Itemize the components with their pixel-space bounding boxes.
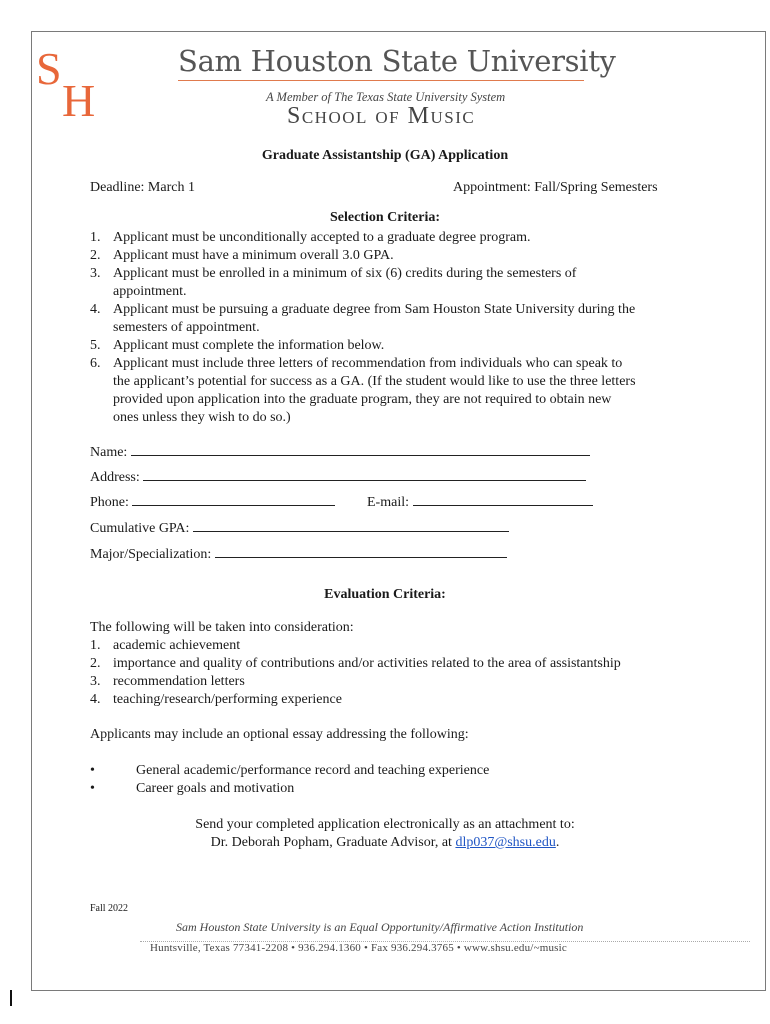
evaluation-criterion (90, 673, 621, 691)
email-field[interactable] (367, 493, 593, 511)
criterion-text: Applicant must include three letters of recommendation from individuals who can speak to (113, 356, 623, 371)
bullet-icon: • (90, 781, 95, 796)
evaluation-criterion (90, 691, 621, 709)
shsu-logo (34, 44, 106, 118)
scan-mark (10, 990, 12, 1006)
evaluation-criteria-list (90, 637, 621, 709)
page-title: Graduate Assistantship (GA) Application (261, 148, 509, 163)
phone-field[interactable] (90, 493, 335, 511)
svg-text:H: H (62, 75, 96, 118)
criterion-number: 4. (90, 302, 101, 317)
evaluation-criterion (90, 655, 621, 673)
name-field[interactable] (90, 443, 590, 461)
send-line-2-prefix: Dr. Deborah Popham, Graduate Advisor, at (210, 835, 456, 850)
send-line-2-suffix: . (555, 835, 560, 850)
evaluation-criterion (90, 637, 621, 655)
bullet-text: Career goals and motivation (136, 781, 295, 796)
selection-criterion (90, 355, 636, 427)
criterion-text: teaching/research/performing experience (113, 692, 342, 707)
email-label: E-mail: (367, 495, 409, 510)
selection-criterion (90, 229, 636, 247)
criterion-text: academic achievement (113, 638, 241, 653)
address-line[interactable] (143, 468, 586, 481)
major-label: Major/Specialization: (90, 547, 212, 562)
major-field[interactable] (90, 545, 507, 563)
criterion-text: Applicant must have a minimum overall 3.0 GPA. (113, 248, 394, 263)
criterion-number: 3. (90, 266, 101, 281)
member-line: A Member of The Texas State University System (266, 90, 506, 104)
address-field[interactable] (90, 468, 586, 486)
school-name: School of Music (287, 103, 476, 129)
email-line[interactable] (413, 493, 593, 506)
criterion-number: 1. (90, 638, 101, 653)
selection-heading: Selection Criteria: (329, 210, 440, 225)
criterion-number: 4. (90, 692, 101, 707)
criterion-text: Applicant must complete the information below. (113, 338, 385, 353)
criterion-text: ones unless they wish to do so.) (113, 410, 291, 425)
header-rule (178, 80, 584, 81)
selection-criterion (90, 247, 636, 265)
major-line[interactable] (215, 545, 507, 558)
criterion-number: 3. (90, 674, 101, 689)
deadline: Deadline: March 1 (90, 180, 195, 195)
criterion-text: Applicant must be unconditionally accepted to a graduate degree program. (113, 230, 531, 245)
evaluation-intro: The following will be taken into consideration: (90, 620, 354, 635)
criterion-text: provided upon application into the graduate program, they are not required to obtain new (113, 392, 612, 407)
criterion-text: Applicant must be enrolled in a minimum of six (6) credits during the semesters of (113, 266, 577, 281)
criterion-text: appointment. (113, 284, 187, 299)
criterion-text: semesters of appointment. (113, 320, 260, 335)
selection-criterion (90, 337, 636, 355)
evaluation-heading: Evaluation Criteria: (324, 587, 446, 602)
criterion-number: 1. (90, 230, 101, 245)
phone-line[interactable] (132, 493, 335, 506)
svg-text:S: S (36, 44, 62, 94)
address-label: Address: (90, 470, 140, 485)
send-instructions (0, 816, 770, 852)
selection-criterion (90, 265, 636, 301)
footer-term: Fall 2022 (90, 903, 129, 914)
advisor-email-link[interactable]: dlp037@shsu.edu (455, 835, 556, 850)
selection-criteria-list (90, 229, 636, 427)
phone-label: Phone: (90, 495, 129, 510)
appointment: Appointment: Fall/Spring Semesters (453, 180, 658, 195)
bullet-icon: • (90, 763, 95, 778)
criterion-text: Applicant must be pursuing a graduate degree from Sam Houston State University during the (113, 302, 636, 317)
gpa-line[interactable] (193, 519, 509, 532)
criterion-text: importance and quality of contributions and/or activities related to the area of assistantship (113, 656, 621, 671)
criterion-number: 6. (90, 356, 101, 371)
criterion-text: the applicant’s potential for success as a GA. (If the student would like to use the three letters (113, 374, 636, 389)
criterion-number: 2. (90, 656, 101, 671)
gpa-field[interactable] (90, 519, 509, 537)
university-name: Sam Houston State University (178, 44, 616, 78)
criterion-number: 2. (90, 248, 101, 263)
name-label: Name: (90, 445, 128, 460)
criterion-text: recommendation letters (113, 674, 245, 689)
selection-criterion (90, 301, 636, 337)
criterion-number: 5. (90, 338, 101, 353)
footer-address: Huntsville, Texas 77341-2208 • 936.294.1360 • Fax 936.294.3765 • www.shsu.edu/~music (150, 942, 567, 954)
send-line-2 (0, 834, 770, 852)
essay-intro: Applicants may include an optional essay addressing the following: (90, 727, 469, 742)
send-line-1: Send your completed application electronically as an attachment to: (195, 817, 575, 832)
equal-opportunity-statement: Sam Houston State University is an Equal Opportunity/Affirmative Action Institution (176, 920, 584, 934)
bullet-text: General academic/performance record and teaching experience (136, 763, 490, 778)
gpa-label: Cumulative GPA: (90, 521, 190, 536)
name-line[interactable] (131, 443, 590, 456)
